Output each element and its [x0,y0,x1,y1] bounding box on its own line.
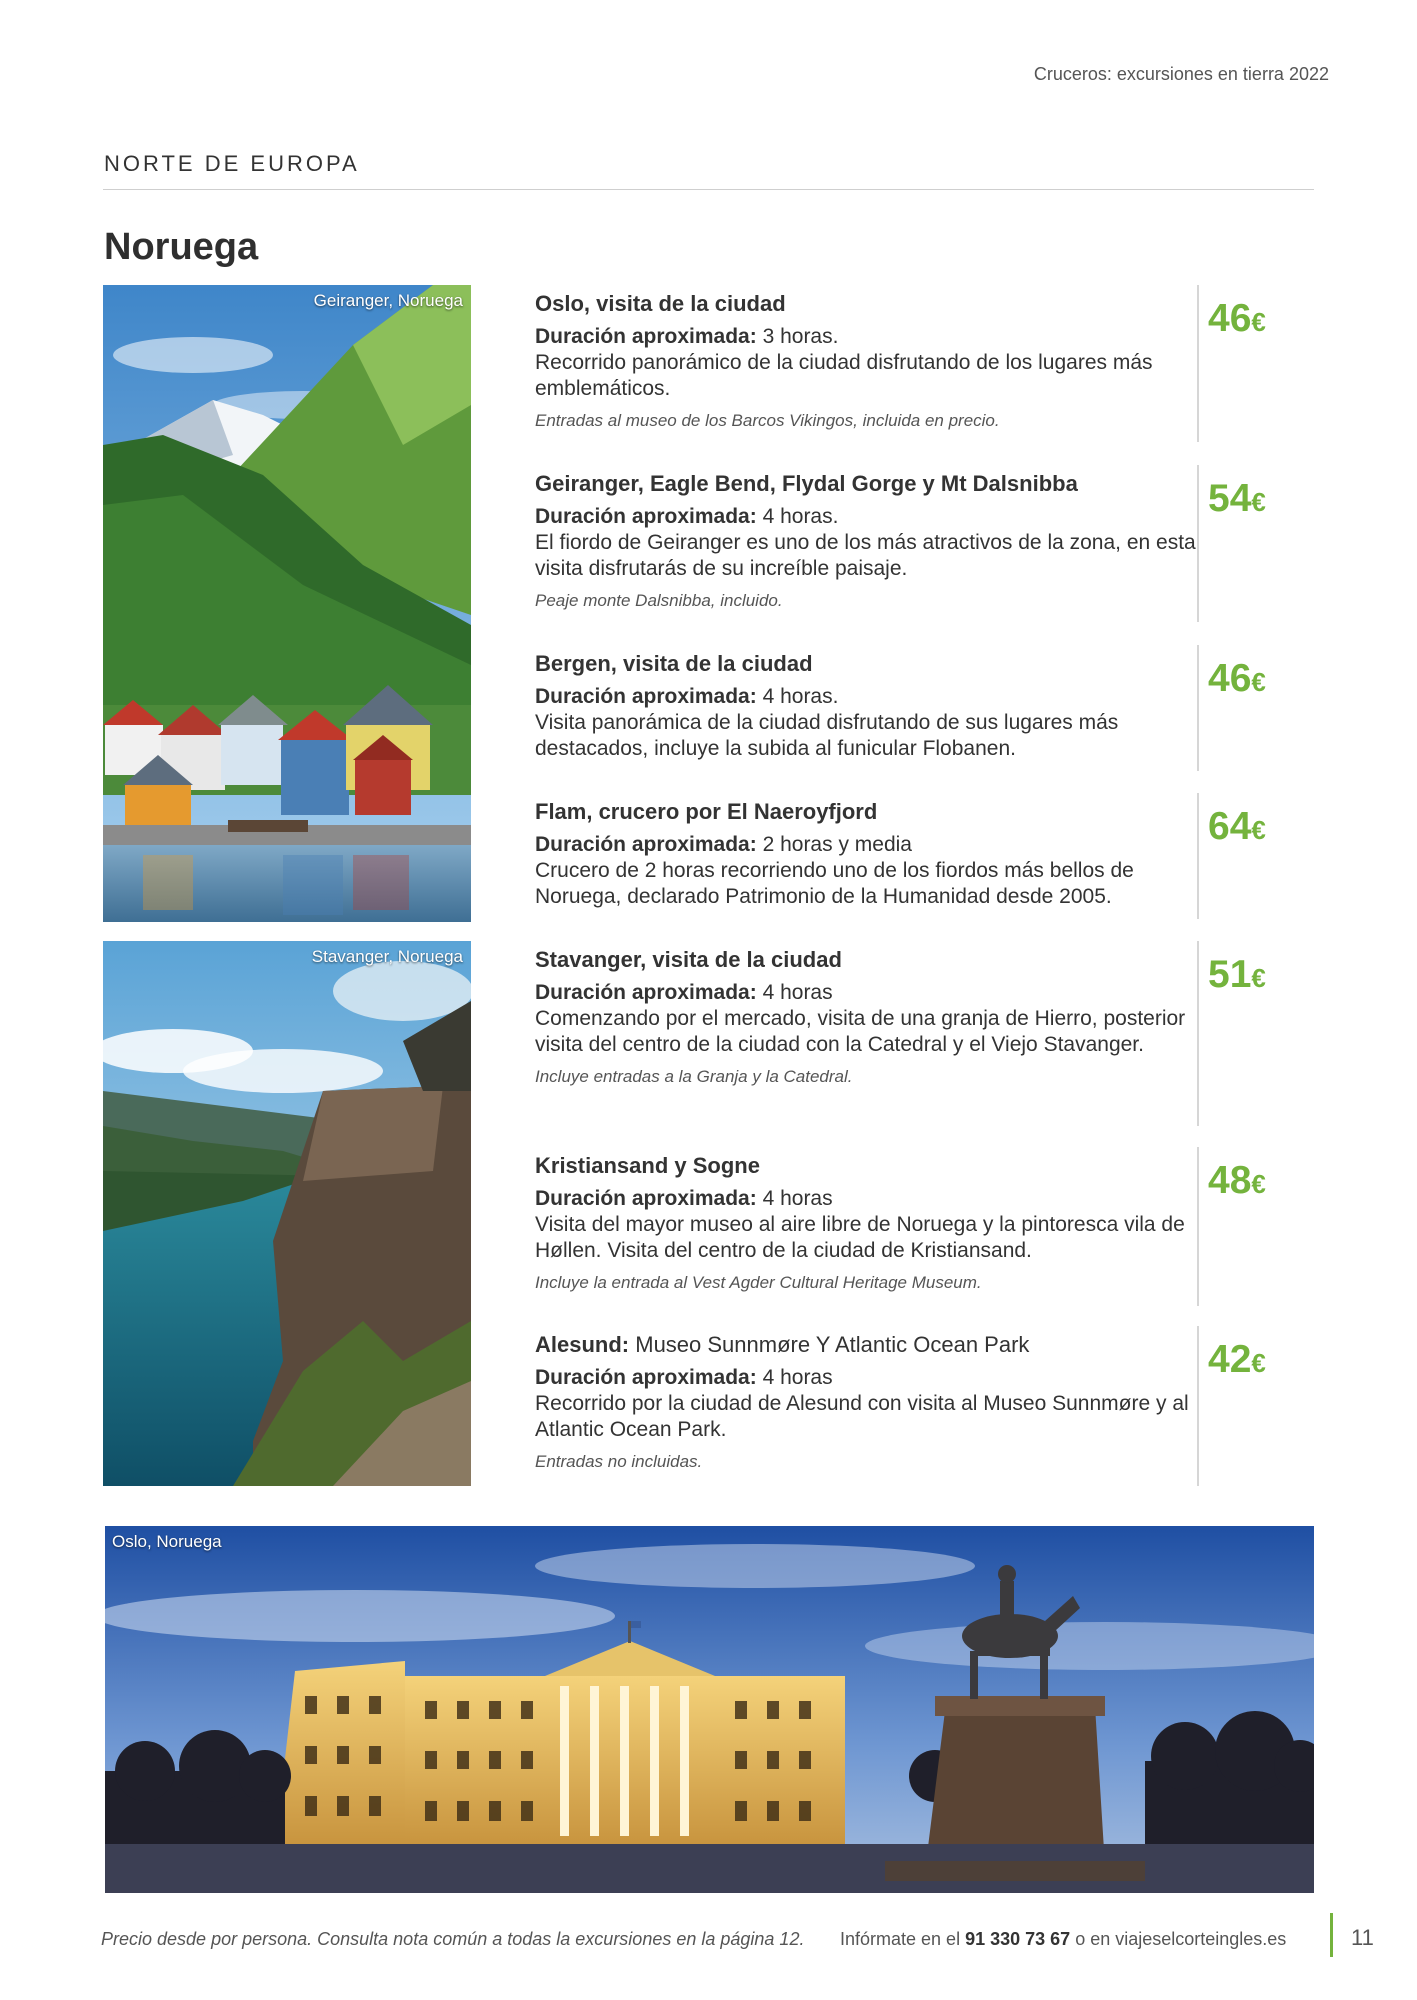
photo-caption: Geiranger, Noruega [313,291,463,310]
page-number: 11 [1351,1925,1374,1950]
excursion-duration: Duración aproximada: 3 horas. [535,325,839,348]
excursion-duration: Duración aproximada: 4 horas. [535,685,839,708]
excursion-price: 51€ [1208,953,1266,996]
excursion-description: Recorrido panorámico de la ciudad disfrutando de los lugares más emblemáticos. [535,351,1153,400]
excursion-description: Visita del mayor museo al aire libre de Noruega y la pintoresca vila de Høllen. Visita del centro de la ciudad de Kristiansand. [535,1213,1185,1262]
excursion-price: 46€ [1208,657,1266,700]
excursion-duration: Duración aproximada: 4 horas [535,1366,833,1389]
excursion-duration: Duración aproximada: 4 horas. [535,505,839,528]
price-divider [1197,793,1199,919]
excursion-duration: Duración aproximada: 2 horas y media [535,833,912,856]
footer-contact: Infórmate en el 91 330 73 67 o en viajeselcorteingles.es [840,1929,1287,1949]
price-divider [1197,465,1199,622]
excursion-description: Recorrido por la ciudad de Alesund con visita al Museo Sunnmøre y al Atlantic Ocean Park. [535,1392,1189,1441]
excursion-duration: Duración aproximada: 4 horas [535,1187,833,1210]
excursion-title: Flam, crucero por El Naeroyfjord [535,799,878,824]
excursion-bergen [535,650,1203,762]
price-divider [1197,941,1199,1126]
excursion-description: Visita panorámica de la ciudad disfrutando de sus lugares más destacados, incluye la subida al funicular Flobanen. [535,711,1119,760]
price-divider [1197,1147,1199,1306]
excursion-title: Geiranger, Eagle Bend, Flydal Gorge y Mt Dalsnibba [535,471,1078,496]
stavanger-photo [103,941,471,1486]
oslo-photo [105,1526,1314,1893]
excursion-price: 48€ [1208,1159,1266,1202]
excursion-price: 54€ [1208,477,1266,520]
excursion-kristiansand [535,1152,1203,1294]
excursion-title: Alesund: Museo Sunnmøre Y Atlantic Ocean Park [535,1332,1030,1357]
excursion-price: 64€ [1208,805,1266,848]
excursion-note: Incluye entradas a la Granja y la Catedral. [535,1067,853,1086]
photo-caption: Oslo, Noruega [112,1532,222,1551]
publication-title: Cruceros: excursiones en tierra 2022 [1033,64,1329,84]
excursion-duration: Duración aproximada: 4 horas [535,981,833,1004]
excursion-geiranger [535,470,1203,612]
excursion-description: El fiordo de Geiranger es uno de los más atractivos de la zona, en esta visita disfrutarás de su increíble paisaje. [535,531,1196,580]
excursion-stavanger [535,946,1203,1088]
excursion-description: Crucero de 2 horas recorriendo uno de los fiordos más bellos de Noruega, declarado Patrimonio de la Humanidad desde 2005. [535,859,1134,908]
excursion-price: 42€ [1208,1338,1266,1381]
excursion-note: Peaje monte Dalsnibba, incluido. [535,591,783,610]
geiranger-photo [103,285,471,922]
excursion-note: Entradas no incluidas. [535,1452,703,1471]
section-title: NORTE DE EUROPA [104,151,360,176]
price-divider [1197,645,1199,771]
excursion-alesund [535,1331,1203,1473]
excursion-title: Stavanger, visita de la ciudad [535,947,842,972]
excursion-flam [535,798,1203,910]
country-heading: Noruega [104,226,259,268]
photo-caption: Stavanger, Noruega [311,947,463,966]
excursion-note: Entradas al museo de los Barcos Vikingos, incluida en precio. [535,411,1000,430]
price-divider [1197,1326,1199,1486]
excursion-oslo [535,290,1203,432]
excursion-price: 46€ [1208,297,1266,340]
page-number-divider [1330,1913,1333,1957]
excursion-description: Comenzando por el mercado, visita de una granja de Hierro, posterior visita del centro de la ciudad con la Catedral y el Viejo Stavanger. [535,1007,1186,1056]
phone-number: 91 330 73 67 [965,1929,1071,1949]
excursion-title: Oslo, visita de la ciudad [535,291,786,316]
excursion-title: Bergen, visita de la ciudad [535,651,813,676]
excursion-note: Incluye la entrada al Vest Agder Cultural Heritage Museum. [535,1273,982,1292]
header-divider [103,189,1314,190]
excursion-title: Kristiansand y Sogne [535,1153,760,1178]
price-divider [1197,285,1199,442]
footer-note: Precio desde por persona. Consulta nota común a todas la excursiones en la página 12. [101,1929,805,1949]
